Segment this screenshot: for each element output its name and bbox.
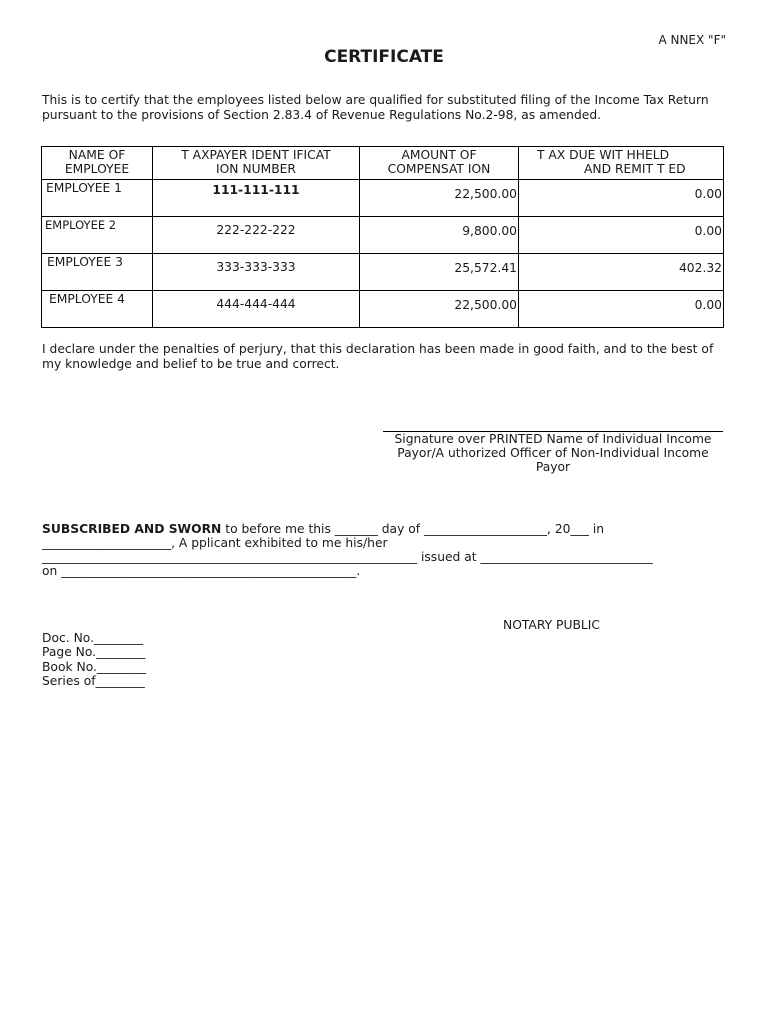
annex-label: A NNEX "F" (658, 33, 726, 47)
jurat-line-3: _____________________________________________________________ issued at ____________________________ (42, 550, 653, 564)
header-tin: T AXPAYER IDENT IFICAT ION NUMBER (153, 147, 360, 180)
employee-name: EMPLOYEE 3 (42, 254, 153, 291)
employee-tax: 0.00 (519, 180, 724, 217)
intro-paragraph: This is to certify that the employees listed below are qualified for substituted filing of the Income Tax Return pursuant to the provisions of Section 2.83.4 of Revenue Regulations No.2-98, as amended. (42, 93, 709, 122)
jurat-line-4: on ________________________________________________. (42, 564, 361, 578)
header-amount: AMOUNT OF COMPENSAT ION (360, 147, 519, 180)
employee-name: EMPLOYEE 1 (42, 180, 153, 217)
employee-name: EMPLOYEE 4 (42, 291, 153, 328)
notarial-register (42, 631, 146, 688)
header-name: NAME OF EMPLOYEE (42, 147, 153, 180)
book-no-line: Book No.________ (42, 659, 147, 674)
notary-public-label: NOTARY PUBLIC (503, 618, 600, 632)
jurat-line-2: _____________________, A pplicant exhibited to me his/her (42, 536, 388, 550)
series-line: Series of________ (42, 673, 145, 688)
employee-name: EMPLOYEE 2 (42, 217, 153, 254)
employee-tin: 111-111-111 (153, 180, 360, 217)
table-row (42, 291, 724, 328)
employee-tin: 222-222-222 (153, 217, 360, 254)
header-tax: T AX DUE WIT HHELD AND REMIT T ED (519, 147, 724, 180)
employee-tin: 333-333-333 (153, 254, 360, 291)
employee-tax: 0.00 (519, 291, 724, 328)
employee-compensation: 25,572.41 (360, 254, 519, 291)
declaration-paragraph: I declare under the penalties of perjury, that this declaration has been made in good faith, and to the best of my knowledge and belief to be true and correct. (42, 342, 714, 371)
employee-compensation: 9,800.00 (360, 217, 519, 254)
employee-tin: 444-444-444 (153, 291, 360, 328)
employee-compensation: 22,500.00 (360, 291, 519, 328)
table-row (42, 217, 724, 254)
certificate-title: CERTIFICATE (324, 47, 444, 67)
table-header-row (42, 147, 724, 180)
jurat-line-1: SUBSCRIBED AND SWORN to before me this _______ day of ____________________, 20___ in (42, 522, 605, 536)
doc-no-line: Doc. No.________ (42, 631, 144, 645)
table-row (42, 180, 724, 217)
employee-table (41, 146, 724, 328)
signature-caption: Signature over PRINTED Name of Individual Income Payor/A uthorized Officer of Non-Individual Income Payor (394, 432, 712, 474)
employee-tax: 0.00 (519, 217, 724, 254)
page-no-line: Page No.________ (42, 645, 146, 660)
table-row (42, 254, 724, 291)
employee-tax: 402.32 (519, 254, 724, 291)
employee-compensation: 22,500.00 (360, 180, 519, 217)
